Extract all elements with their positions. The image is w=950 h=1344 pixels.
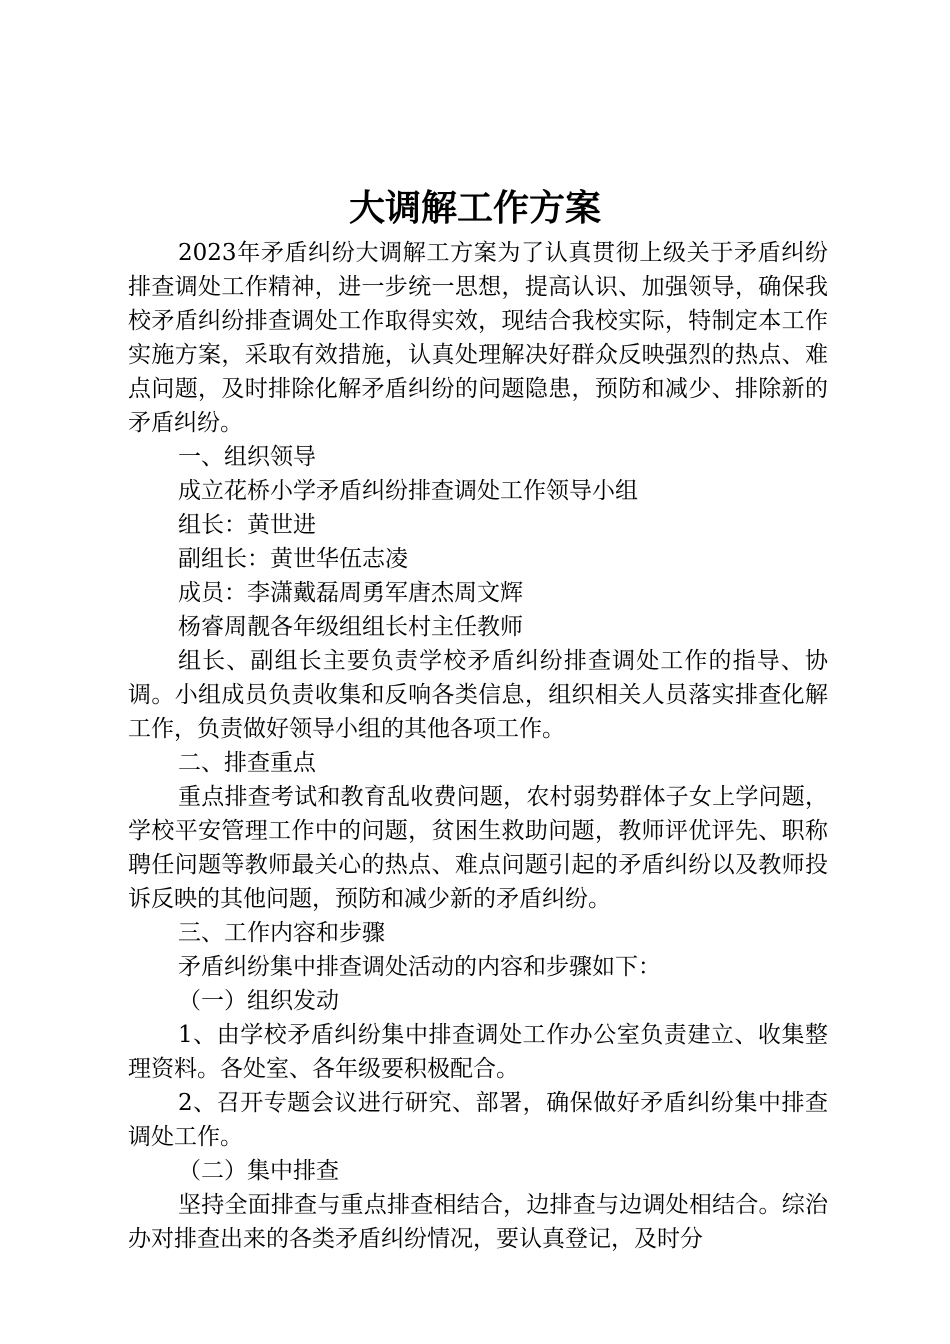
paragraph-step-1: 1、由学校矛盾纠纷集中排查调处工作办公室负责建立、收集整理资料。各处室、各年级要积极配合。 [128, 1022, 828, 1082]
section-heading-organization: 一、组织领导 [178, 444, 316, 470]
paragraph-leadership-group: 成立花桥小学矛盾纠纷排查调处工作领导小组 [178, 478, 638, 504]
subsection-heading-investigation: （二）集中排查 [178, 1158, 339, 1184]
paragraph-members-continued: 杨睿周靓各年级组组长村主任教师 [178, 614, 523, 640]
paragraph-deputy-leader: 副组长：黄世华伍志凌 [178, 546, 408, 572]
paragraph-members: 成员：李潇戴磊周勇军唐杰周文辉 [178, 580, 523, 606]
document-body [128, 236, 828, 1256]
section-heading-key-points: 二、排查重点 [178, 750, 316, 776]
paragraph-key-points: 重点排查考试和教育乱收费问题，农村弱势群体子女上学问题，学校平安管理工作中的问题，贫困生救助问题，教师评优评先、职称聘任问题等教师最关心的热点、难点问题引起的矛盾纠纷以及教师投诉反映的其他问题，预防和减少新的矛盾纠纷。 [128, 784, 828, 912]
paragraph-responsibilities: 组长、副组长主要负责学校矛盾纠纷排查调处工作的指导、协调。小组成员负责收集和反响各类信息，组织相关人员落实排查化解工作，负责做好领导小组的其他各项工作。 [128, 648, 828, 742]
paragraph-steps-intro: 矛盾纠纷集中排查调处活动的内容和步骤如下： [178, 954, 661, 980]
paragraph-step-2: 2、召开专题会议进行研究、部署，确保做好矛盾纠纷集中排查调处工作。 [128, 1090, 828, 1150]
section-heading-content-steps: 三、工作内容和步骤 [178, 920, 385, 946]
subsection-heading-mobilization: （一）组织发动 [178, 988, 339, 1014]
document-title: 大调解工作方案 [348, 187, 601, 229]
paragraph-leader: 组长：黄世进 [178, 512, 316, 538]
paragraph-investigation: 坚持全面排查与重点排查相结合，边排查与边调处相结合。综治办对排查出来的各类矛盾纠纷情况，要认真登记，及时分 [128, 1192, 828, 1252]
intro-paragraph: 2023年矛盾纠纷大调解工方案为了认真贯彻上级关于矛盾纠纷排查调处工作精神，进一步统一思想，提高认识、加强领导，确保我校矛盾纠纷排查调处工作取得实效，现结合我校实际，特制定本工作实施方案，采取有效措施，认真处理解决好群众反映强烈的热点、难点问题，及时排除化解矛盾纠纷的问题隐患，预防和减少、排除新的矛盾纠纷。 [128, 240, 828, 436]
